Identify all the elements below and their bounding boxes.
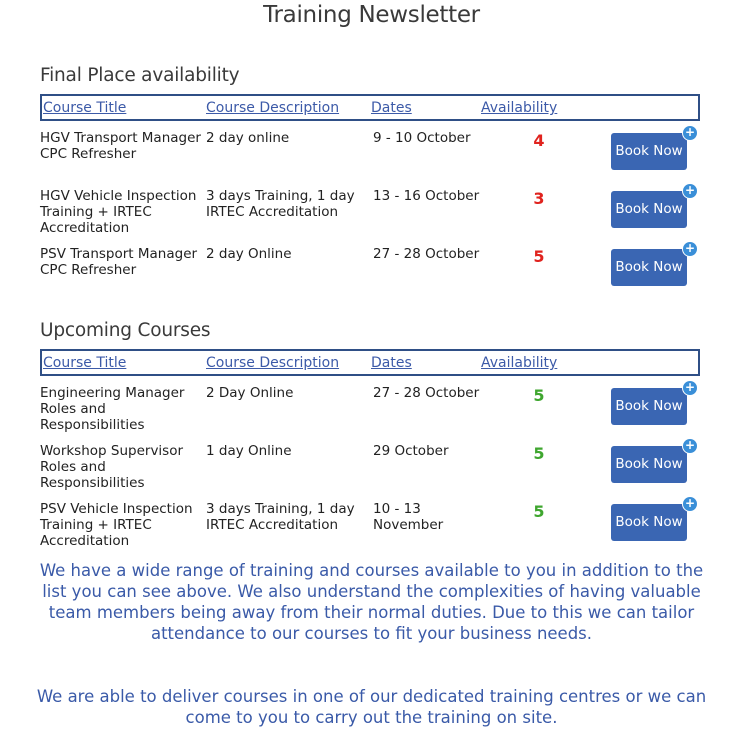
- availability-count: 4: [533, 131, 545, 150]
- availability-count: 5: [533, 444, 545, 463]
- availability-count: 3: [533, 189, 545, 208]
- course-description-cell: 3 days Training, 1 day IRTEC Accreditation: [206, 501, 355, 533]
- book-now-button[interactable]: Book Now: [611, 133, 687, 170]
- dates-cell: 9 - 10 October: [373, 130, 471, 146]
- table-header-final-place: [40, 94, 700, 121]
- book-now-button[interactable]: Book Now: [611, 388, 687, 425]
- course-title-cell: Engineering Manager Roles and Responsibilities: [40, 385, 185, 433]
- course-title-cell: PSV Vehicle Inspection Training + IRTEC Accreditation: [40, 501, 193, 549]
- book-now-button[interactable]: Book Now: [611, 249, 687, 286]
- plus-icon[interactable]: +: [682, 125, 698, 141]
- intro-paragraph: We have a wide range of training and courses available to you in addition to the list you can see above. We also understand the complexities of having valuable team members being away from their normal duties. Due to this we can tailor attendance to our courses to fit your business needs.: [39, 561, 704, 643]
- column-header-course-title[interactable]: Course Title: [43, 355, 127, 371]
- column-header-dates[interactable]: Dates: [371, 100, 412, 116]
- table-row: [0, 125, 743, 186]
- course-description-cell: 3 days Training, 1 day IRTEC Accreditation: [206, 188, 355, 220]
- column-header-course-description[interactable]: Course Description: [206, 100, 340, 116]
- section-title-final-place: Final Place availability: [40, 65, 240, 86]
- section-title-upcoming-courses: Upcoming Courses: [40, 320, 211, 341]
- table-header-upcoming-courses: [40, 349, 700, 376]
- table-row: [0, 380, 743, 441]
- course-description-cell: 1 day Online: [206, 443, 292, 459]
- plus-icon[interactable]: +: [682, 496, 698, 512]
- course-title-cell: HGV Transport Manager CPC Refresher: [40, 130, 201, 162]
- book-now-button[interactable]: Book Now: [611, 504, 687, 541]
- dates-cell: 29 October: [373, 443, 449, 459]
- availability-count: 5: [533, 247, 545, 266]
- course-title-cell: Workshop Supervisor Roles and Responsibilities: [40, 443, 184, 491]
- column-header-availability[interactable]: Availability: [481, 355, 558, 371]
- plus-icon[interactable]: +: [682, 183, 698, 199]
- table-row: [0, 496, 743, 557]
- dates-cell: 27 - 28 October: [373, 385, 480, 401]
- course-description-cell: 2 Day Online: [206, 385, 294, 401]
- plus-icon[interactable]: +: [682, 241, 698, 257]
- availability-count: 5: [533, 502, 545, 521]
- table-row: [0, 183, 743, 244]
- dates-cell: 27 - 28 October: [373, 246, 480, 262]
- book-now-button[interactable]: Book Now: [611, 446, 687, 483]
- availability-count: 5: [533, 386, 545, 405]
- plus-icon[interactable]: +: [682, 380, 698, 396]
- course-description-cell: 2 day online: [206, 130, 290, 146]
- course-title-cell: PSV Transport Manager CPC Refresher: [40, 246, 198, 278]
- page-title: Training Newsletter: [263, 2, 480, 28]
- course-description-cell: 2 day Online: [206, 246, 292, 262]
- dates-cell: 10 - 13 November: [373, 501, 444, 533]
- column-header-availability[interactable]: Availability: [481, 100, 558, 116]
- book-now-button[interactable]: Book Now: [611, 191, 687, 228]
- table-row: [0, 241, 743, 302]
- delivery-paragraph: We are able to deliver courses in one of our dedicated training centres or we can come to you to carry out the training on site.: [36, 687, 707, 727]
- table-row: [0, 438, 743, 499]
- dates-cell: 13 - 16 October: [373, 188, 480, 204]
- column-header-course-description[interactable]: Course Description: [206, 355, 340, 371]
- column-header-course-title[interactable]: Course Title: [43, 100, 127, 116]
- course-title-cell: HGV Vehicle Inspection Training + IRTEC Accreditation: [40, 188, 197, 236]
- plus-icon[interactable]: +: [682, 438, 698, 454]
- column-header-dates[interactable]: Dates: [371, 355, 412, 371]
